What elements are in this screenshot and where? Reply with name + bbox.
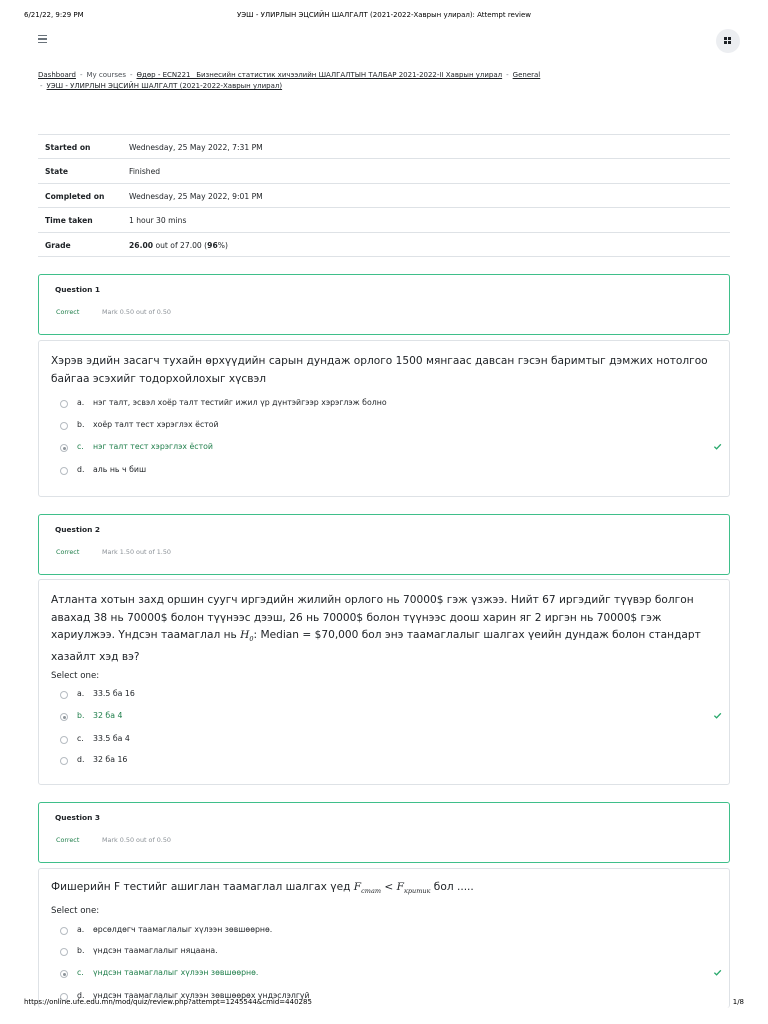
question-info-box: [38, 274, 730, 335]
answer-option-selected[interactable]: c. нэг талт тест хэрэглэх ёстой: [60, 442, 720, 454]
answer-option[interactable]: d. үндсэн таамаглалыг хүлээн зөвшөөрөх үндэслэлгүй: [60, 991, 720, 1003]
question-state: Correct: [56, 836, 80, 844]
summary-label: Time taken: [45, 216, 93, 226]
radio-button[interactable]: [60, 400, 68, 408]
summary-label: Grade: [45, 240, 71, 250]
answer-option[interactable]: a. нэг талт, эсвэл хоёр талт тестийг ижил үр дүнтэйгээр хэрэглэж болно: [60, 398, 720, 410]
math-f-stat: $F_{стат}$: [353, 881, 381, 896]
summary-row: [38, 184, 730, 208]
question-info-box: [38, 514, 730, 575]
summary-label: State: [45, 167, 69, 177]
question-text: Фишерийн F тестийг ашиглан таамаглал шалгах үед $F_{стат} < F_{критик}$ бол .....: [51, 881, 474, 896]
summary-value: 1 hour 30 mins: [129, 216, 187, 226]
summary-row: [38, 135, 730, 159]
print-header: [24, 11, 744, 23]
radio-button[interactable]: [60, 970, 68, 978]
print-date: 6/21/22, 9:29 PM: [24, 11, 84, 19]
answer-option[interactable]: b. үндсэн таамаглалыг няцаана.: [60, 946, 720, 958]
summary-row-grade: [38, 233, 730, 257]
question-mark: Mark 0.50 out of 0.50: [102, 308, 171, 316]
radio-button[interactable]: [60, 713, 68, 721]
summary-value: Finished: [129, 167, 161, 177]
radio-button[interactable]: [60, 927, 68, 935]
grid-icon[interactable]: [716, 29, 740, 53]
math-h0: $H_0$: [240, 629, 254, 644]
question-mark: Mark 1.50 out of 1.50: [102, 548, 171, 556]
answer-option[interactable]: c. 33.5 ба 4: [60, 734, 720, 746]
checkmark-icon: [713, 711, 722, 720]
question-number: Question 3: [55, 813, 101, 822]
answer-option[interactable]: d. 32 ба 16: [60, 755, 720, 767]
math-f-critical: $F_{критик}$: [396, 881, 431, 896]
print-title: УЭШ - УЛИРЛЫН ЭЦСИЙН ШАЛГАЛТ (2021-2022-Хаврын улирал): Attempt review: [237, 11, 531, 19]
summary-row: [38, 208, 730, 232]
question-text: Атланта хотын захд оршин суугч иргэдийн жилийн орлого нь 70000$ гэж үзжээ. Нийт 67 иргэдийг түүвэр болгон авахад 38 нь 70000$ болон түүнээс дээш, 26 нь 70000$ болон түүнээс доош харин яг 2 иргэн нь 70000$ гэж хариулжээ. Үндсэн таамаглал нь $H_0$: Median = $70,000 бол энэ таамаглалыг шалгах үеийн дундаж болон стандарт хазайлт хэд вэ?: [51, 594, 701, 664]
radio-button[interactable]: [60, 444, 68, 452]
hamburger-icon[interactable]: [38, 35, 47, 43]
breadcrumb-dashboard[interactable]: Dashboard: [38, 71, 76, 79]
radio-button[interactable]: [60, 467, 68, 475]
answer-option[interactable]: a. 33.5 ба 16: [60, 689, 720, 701]
breadcrumb-course[interactable]: Өдөр - ECN221_ Бизнесийн статистик хичээлийн ШАЛГАЛТЫН ТАЛБАР 2021-2022-II Хаврын улирал: [136, 71, 503, 79]
summary-value: Wednesday, 25 May 2022, 7:31 PM: [129, 143, 263, 152]
radio-button[interactable]: [60, 757, 68, 765]
radio-button[interactable]: [60, 736, 68, 744]
select-one-prompt: Select one:: [51, 671, 100, 681]
breadcrumb: Dashboard - My courses - Өдөр - ECN221_ Бизнесийн статистик хичээлийн ШАЛГАЛТЫН ТАЛБАР 2021-2022-II Хаврын улирал - General - УЭШ - УЛИРЛЫН ЭЦСИЙН ШАЛГАЛТ (2021-2022-Хаврын улирал): [38, 71, 541, 90]
question-state: Correct: [56, 308, 80, 316]
question-info-box: [38, 802, 730, 863]
checkmark-icon: [713, 968, 722, 977]
attempt-summary-table: [38, 134, 730, 257]
question-number: Question 1: [55, 285, 101, 294]
question-number: Question 2: [55, 525, 101, 534]
answer-option[interactable]: d. аль нь ч биш: [60, 465, 720, 477]
radio-button[interactable]: [60, 691, 68, 699]
question-state: Correct: [56, 548, 80, 556]
answer-option-selected[interactable]: b. 32 ба 4: [60, 711, 720, 723]
question-content: [38, 340, 730, 497]
breadcrumb-my-courses: My courses: [86, 71, 126, 79]
question-content: [38, 868, 730, 1008]
top-navbar: [24, 28, 744, 54]
checkmark-icon: [713, 442, 722, 451]
radio-button[interactable]: [60, 422, 68, 430]
print-footer: [24, 998, 744, 1010]
summary-label: Completed on: [45, 191, 105, 201]
answer-option-selected[interactable]: c. үндсэн таамаглалыг хүлээн зөвшөөрнө.: [60, 968, 720, 980]
print-url: https://online.ufe.edu.mn/mod/quiz/review.php?attempt=1245544&cmid=440285: [24, 998, 312, 1006]
breadcrumb-general[interactable]: General: [512, 71, 541, 79]
breadcrumb-quiz[interactable]: УЭШ - УЛИРЛЫН ЭЦСИЙН ШАЛГАЛТ (2021-2022-Хаврын улирал): [46, 82, 283, 90]
summary-value: Wednesday, 25 May 2022, 9:01 PM: [129, 191, 263, 201]
print-page-number: 1/8: [732, 998, 744, 1006]
answer-option[interactable]: b. хоёр талт тест хэрэглэх ёстой: [60, 420, 720, 432]
grade-value: 26.00 out of 27.00 (96%): [129, 240, 228, 250]
question-text: Хэрэв эдийн засагч тухайн өрхүүдийн сарын дундаж орлого 1500 мянгаас давсан гэсэн баримтыг дэмжих нотолгоо байгаа эсэхийг тодорхойлохыг хүсвэл: [51, 355, 708, 385]
question-content: [38, 579, 730, 785]
select-one-prompt: Select one:: [51, 906, 100, 916]
question-mark: Mark 0.50 out of 0.50: [102, 836, 171, 844]
summary-label: Started on: [45, 143, 91, 152]
summary-row: [38, 159, 730, 183]
radio-button[interactable]: [60, 948, 68, 956]
answer-option[interactable]: a. өрсөлдөгч таамаглалыг хүлээн зөвшөөрнө.: [60, 925, 720, 937]
